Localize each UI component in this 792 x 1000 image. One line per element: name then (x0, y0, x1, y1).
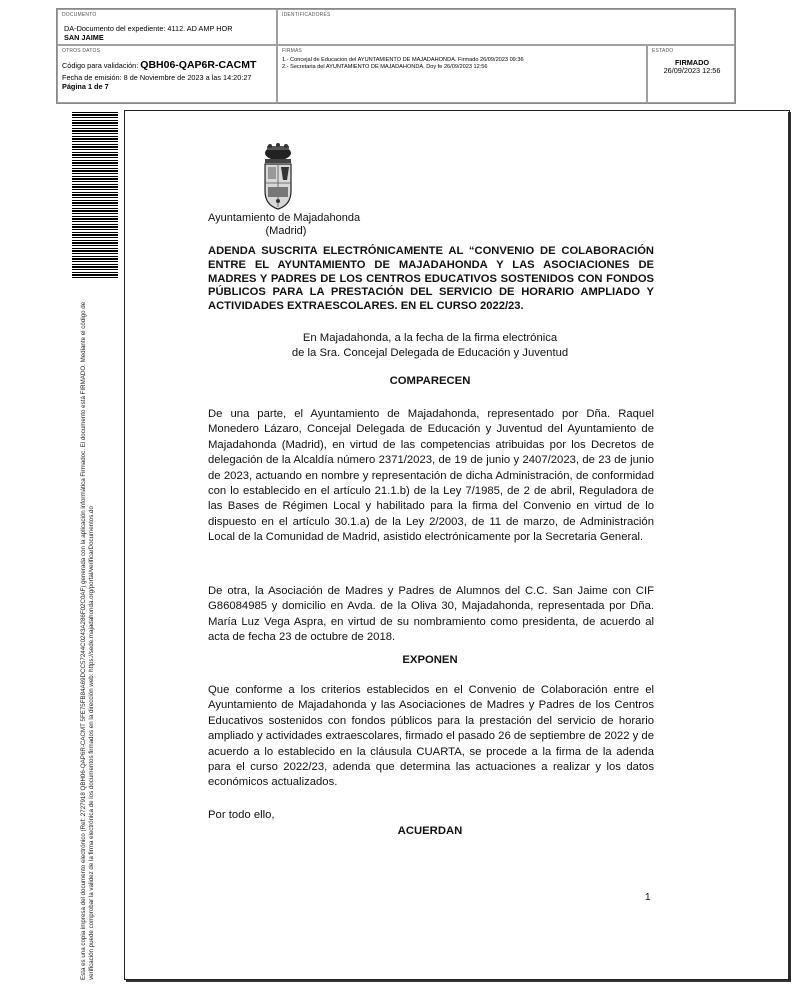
paragraph-una-parte: De una parte, el Ayuntamiento de Majadahonda, representado por Dña. Raquel Monedero Lázaro, Concejal Delegada de Educación y Juventud del Ayuntamiento de Majadahonda (Madrid), en virtud de las competencias atribuidas por los Decretos de delegación de la Alcaldía número 2371/2023, de 19 de junio y 2407/2023, de 23 de junio de 2023, actuando en nombre y representación de dicha Administración, de conformidad con lo establecido en el artículo 21.1.b) de la Ley 7/1985, de 2 de abril, Reguladora de las Bases de Régimen Local y habilitado para la firma del Convenio en virtud de lo dispuesto en el artículo 30.1.a) de la Ley 2/2003, de 11 de marzo, de Administración Local de la Comunidad de Madrid, asistido electrónicamente por la Secretaria General. (208, 408, 654, 544)
pagina: Página 1 de 7 (62, 82, 109, 91)
place-date (200, 331, 660, 361)
estado-label: ESTADO (652, 48, 674, 54)
place-line2: de la Sra. Concejal Delegada de Educación y Juventud (291, 347, 569, 359)
paragraph-conforme: Que conforme a los criterios establecidos en el Convenio de Colaboración entre el Ayuntamiento de Majadahonda y las Asociaciones de Madres y Padres de los Centros Educativos sostenidos con fondos públicos para la prestación del servicio de horario ampliado y actividades extraescolares, firmado el pasado 26 de septiembre de 2022 y de acuerdo a lo establecido en la cláusula CUARTA, se procede a la firma de la adenda para el curso 2022/23, adenda que determina las actuaciones a realizar y los datos económicos actualizados. (208, 684, 654, 789)
fecha-emision: Fecha de emisión: 8 de Noviembre de 2023 a las 14:20:27 (62, 73, 252, 82)
verification-note (80, 290, 96, 980)
barcode (72, 112, 118, 278)
verification-line1: Esta es una copia impresa del documento electrónico (Ref: 2727918 QBH06-QAP6R-CACMT 5FE75FB84A69DCC57244C0243A286F02C0AF) generada con la aplicación informática Firmadoc. El documento está FIRMADO. Mediante el código de (80, 301, 87, 980)
documento-cell (57, 9, 277, 45)
codigo-value: QBH06-QAP6R-CACMT (140, 59, 257, 71)
firmas-cell (277, 45, 647, 103)
firma-2: 2.- Secretaria del AYUNTAMIENTO DE MAJADAHONDA. Doy fe 26/09/2023 12:56 (282, 64, 488, 70)
place-line1: En Majadahonda, a la fecha de la firma electrónica (302, 332, 558, 344)
codigo-prefix: Código para validación: (62, 61, 139, 70)
firmas-label: FIRMAS (282, 48, 303, 54)
documento-line1: DA-Documento del expediente: 4112. AD AMP HOR (64, 24, 233, 33)
signature-header (56, 8, 736, 104)
por-todo-ello: Por todo ello, (208, 809, 275, 821)
verification-line2: verificación puede comprobar la validez de la firma electrónica de los documentos firmados en la dirección web: https://sede.majadahonda.org/portal/verificarDocumentos.do (88, 506, 95, 980)
estado-cell (647, 45, 735, 103)
estado-value: FIRMADO (674, 58, 710, 67)
documento-label: DOCUMENTO (62, 12, 97, 18)
firma-1: 1.- Concejal de Educacion del AYUNTAMIENTO DE MAJADAHONDA. Firmado 26/09/2023 09:36 (282, 57, 524, 63)
org-city: (Madrid) (265, 225, 307, 237)
heading-acuerdan: ACUERDAN (397, 825, 463, 837)
identificadores-cell (277, 9, 735, 45)
identificadores-label: IDENTIFICADORES (282, 12, 331, 18)
codigo-validacion (62, 61, 256, 70)
organization-block (208, 212, 368, 238)
coat-of-arms-icon (258, 143, 298, 211)
documento-line2: SAN JAIME (64, 33, 104, 42)
page-number: 1 (645, 892, 651, 903)
estado-fecha: 26/09/2023 12:56 (663, 66, 721, 75)
heading-exponen: EXPONEN (402, 654, 458, 666)
heading-comparecen: COMPARECEN (389, 375, 471, 387)
otros-datos-cell (57, 45, 277, 103)
paragraph-de-otra: De otra, la Asociación de Madres y Padres de Alumnos del C.C. San Jaime con CIF G86084985 y domicilio en Avda. de la Oliva 30, Majadahonda, representada por Dña. María Luz Vega Aspra, en virtud de su nombramiento como presidenta, de acuerdo al acta de fecha 23 de octubre de 2018. (208, 585, 654, 644)
org-name: Ayuntamiento de Majadahonda (208, 212, 361, 224)
document-title: ADENDA SUSCRITA ELECTRÓNICAMENTE AL “CONVENIO DE COLABORACIÓN ENTRE EL AYUNTAMIENTO DE MAJADAHONDA Y LAS ASOCIACIONES DE MADRES Y PADRES DE LOS CENTROS EDUCATIVOS SOSTENIDOS CON FONDOS PÚBLICOS PARA LA PRESTACIÓN DEL SERVICIO DE HORARIO AMPLIADO Y ACTIVIDADES EXTRAESCOLARES. EN EL CURSO 2022/23. (208, 245, 654, 313)
otros-datos-label: OTROS DATOS (62, 48, 101, 54)
